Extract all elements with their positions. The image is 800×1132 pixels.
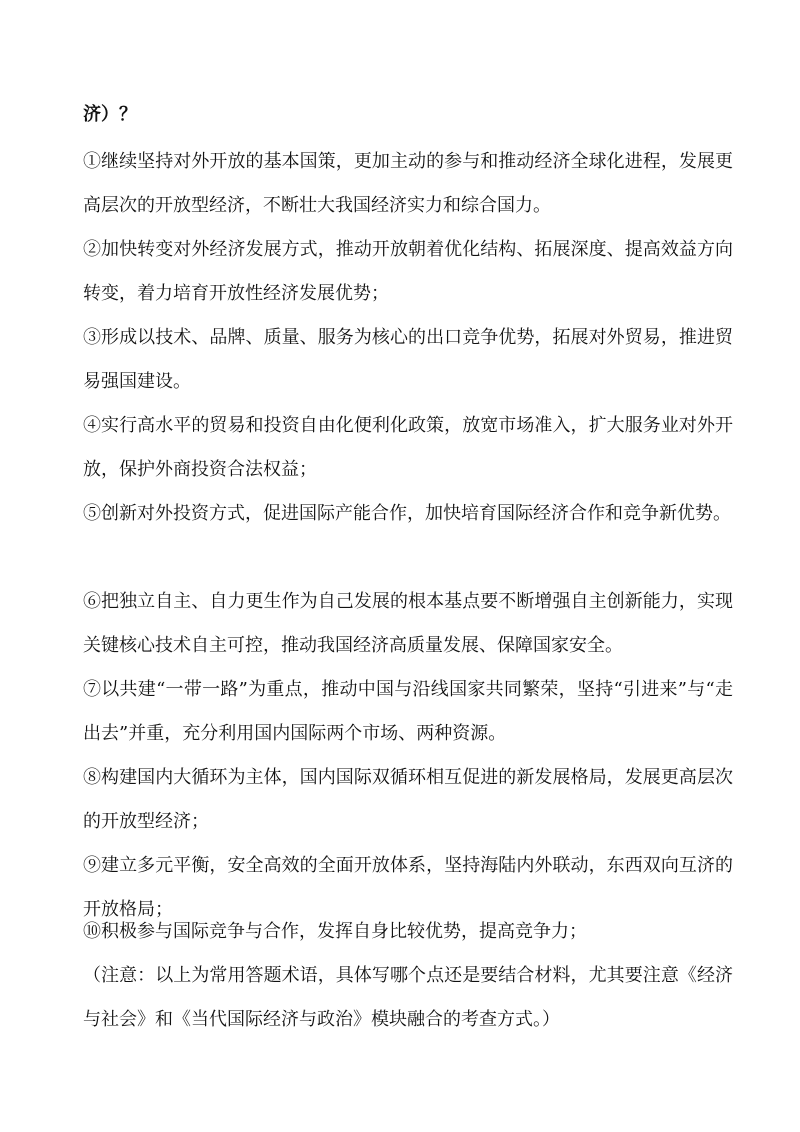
list-item-3: ③形成以技术、品牌、质量、服务为核心的出口竞争优势，拓展对外贸易，推进贸易强国建设。 xyxy=(83,327,733,392)
list-item-4: ④实行高水平的贸易和投资自由化便利化政策，放宽市场准入，扩大服务业对外开放，保护外商投资合法权益； xyxy=(83,415,733,480)
list-item-5: ⑤创新对外投资方式，促进国际产能合作，加快培育国际经济合作和竞争新优势。 xyxy=(83,503,731,524)
section-heading: 济）？ xyxy=(83,104,137,125)
list-item-6: ⑥把独立自主、自力更生作为自己发展的根本基点要不断增强自主创新能力，实现关键核心技术自主可控，推动我国经济高质量发展、保障国家安全。 xyxy=(83,591,733,656)
list-item-7: ⑦以共建“一带一路”为重点，推动中国与沿线国家共同繁荣，坚持“引进来”与“走出去”并重，充分利用国内国际两个市场、两种资源。 xyxy=(83,679,733,744)
note-paragraph: （注意：以上为常用答题术语，具体写哪个点还是要结合材料，尤其要注意《经济与社会》和《当代国际经济与政治》模块融合的考查方式。） xyxy=(83,965,733,1030)
list-item-2: ②加快转变对外经济发展方式，推动开放朝着优化结构、拓展深度、提高效益方向转变，着力培育开放性经济发展优势； xyxy=(83,239,733,304)
list-item-9: ⑨建立多元平衡，安全高效的全面开放体系，坚持海陆内外联动，东西双向互济的开放格局； xyxy=(83,855,733,920)
list-item-1: ①继续坚持对外开放的基本国策，更加主动的参与和推动经济全球化进程，发展更高层次的开放型经济，不断壮大我国经济实力和综合国力。 xyxy=(83,151,733,216)
list-item-8: ⑧构建国内大循环为主体，国内国际双循环相互促进的新发展格局，发展更高层次的开放型经济； xyxy=(83,767,733,832)
list-item-10: ⑩积极参与国际竞争与合作，发挥自身比较优势，提高竞争力； xyxy=(83,921,587,942)
